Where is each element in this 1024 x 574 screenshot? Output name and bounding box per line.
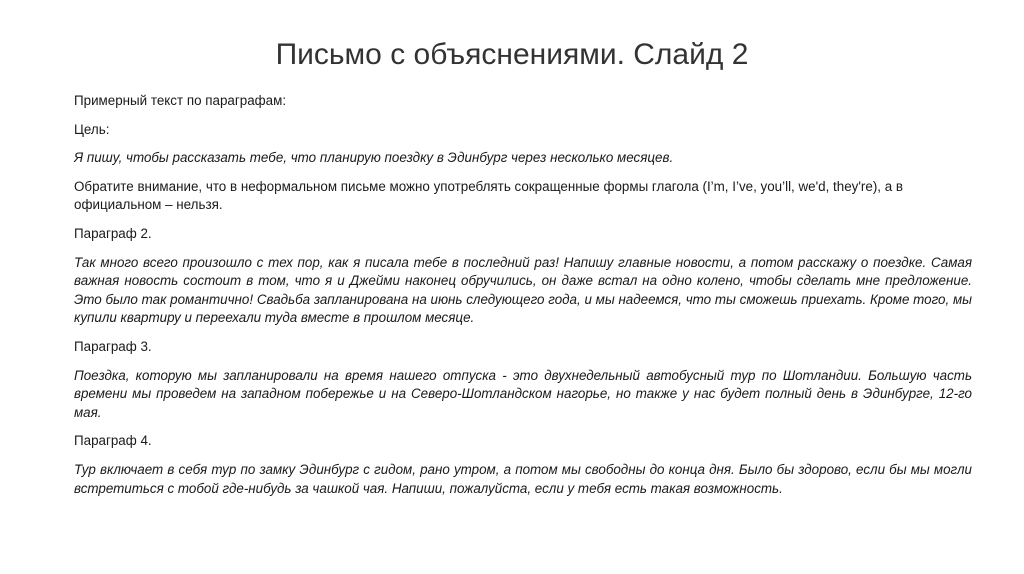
slide-title: Письмо с объяснениями. Слайд 2: [275, 38, 749, 71]
goal-heading: Цель:: [74, 121, 110, 137]
note-contractions: Обратите внимание, что в неформальном письме можно употреблять сокращенные формы глагола (I’m, I’ve, you’ll, we'd, they're), а в официальном – нельзя.: [74, 178, 903, 213]
paragraph-3-heading: Параграф 3.: [74, 338, 152, 354]
paragraph-4-sample-text: Тур включает в себя тур по замку Эдинбург с гидом, рано утром, а потом мы свободны до конца дня. Было бы здорово, если бы мы могли встретиться с тобой где-нибудь за чашкой чая. Напиши, пожалуйста, если у тебя есть такая возможность.: [74, 461, 972, 496]
intro-line: Примерный текст по параграфам:: [74, 93, 287, 108]
slide-body: [74, 92, 972, 508]
paragraph-2-sample-text: Так много всего произошло с тех пор, как я писала тебе в последний раз! Напишу главные новости, а потом расскажу о поездке. Самая важная новость состоит в том, что я и Джейми наконец обручились, он даже встал на одно колено, чтобы сделать мне предложение. Это было так романтично! Свадьба запланирована на июнь следующего года, и мы надеемся, что ты сможешь приехать. Кроме того, мы купили квартиру и переехали туда вместе в прошлом месяце.: [74, 254, 972, 326]
paragraph-4-heading: Параграф 4.: [74, 433, 152, 449]
paragraph-3-sample-text: Поездка, которую мы запланировали на время нашего отпуска - это двухнедельный автобусный тур по Шотландии. Большую часть времени мы проведем на западном побережье и на Северо-Шотландском нагорье, но также у нас будет полный день в Эдинбурге, 12-го мая.: [74, 367, 972, 420]
goal-sample-text: Я пишу, чтобы рассказать тебе, что планирую поездку в Эдинбург через несколько месяцев.: [74, 150, 674, 166]
paragraph-2-heading: Параграф 2.: [74, 225, 152, 241]
